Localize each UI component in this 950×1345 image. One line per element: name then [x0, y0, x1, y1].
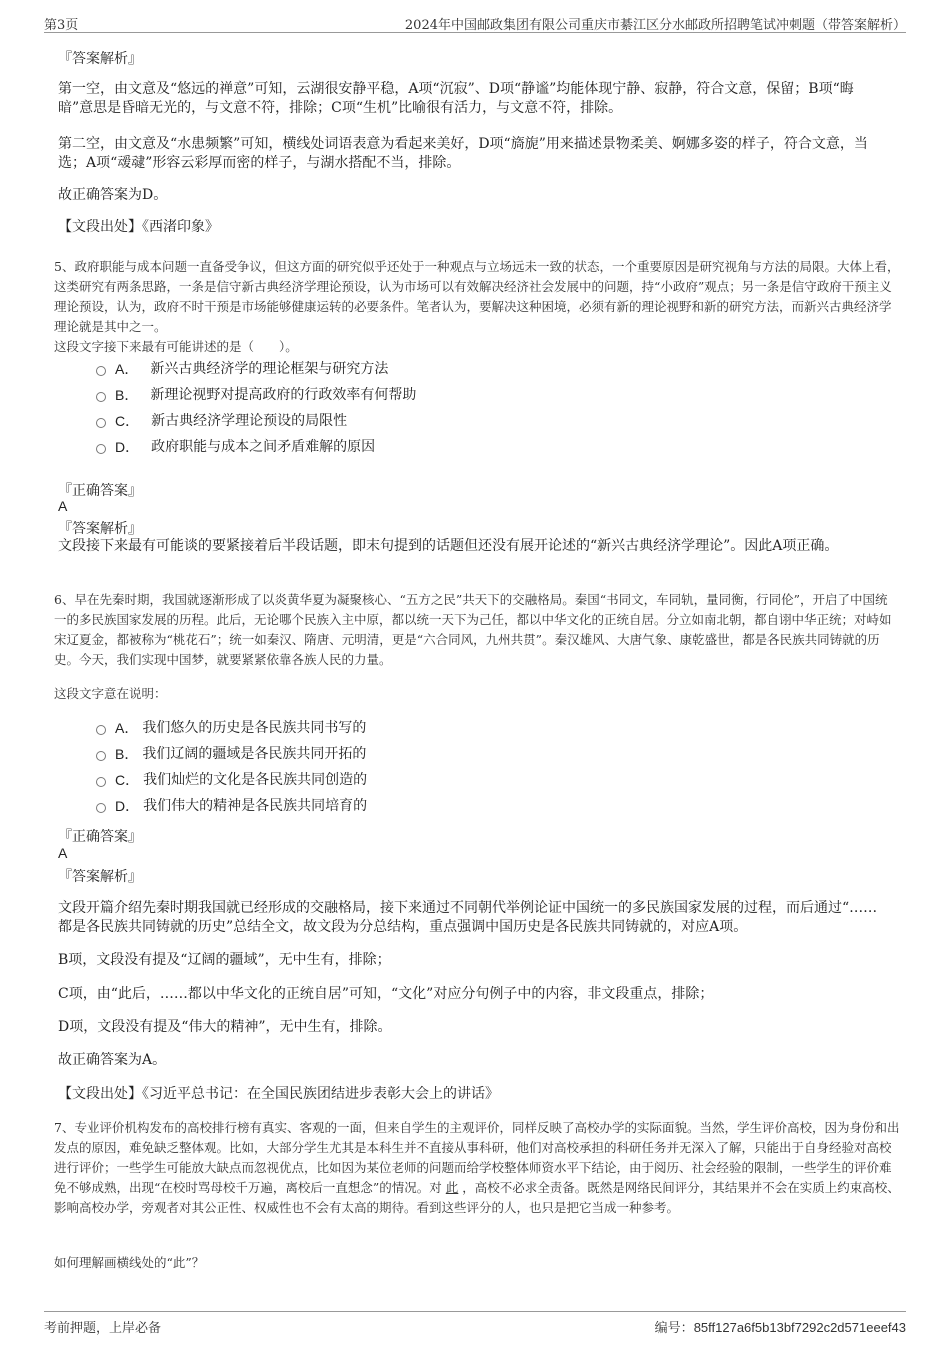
option-text: 政府职能与成本之间矛盾难解的原因 — [151, 439, 376, 455]
analysis-conclusion: 故正确答案为D。 — [58, 187, 168, 203]
analysis-label: 『答案解析』 — [58, 521, 142, 537]
radio-button[interactable] — [96, 725, 106, 735]
document-code: 编号：85ff127a6f5b13bf7292c2d571eeef43 — [654, 1320, 906, 1335]
option-b[interactable]: B． 我们辽阔的疆域是各民族共同开拓的 — [96, 744, 366, 764]
source-citation: 【文段出处】《习近平总书记：在全国民族团结进步表彰大会上的讲话》 — [58, 1086, 499, 1102]
option-d[interactable]: D． 我们伟大的精神是各民族共同培育的 — [96, 796, 367, 816]
radio-button[interactable] — [96, 751, 106, 761]
option-text: 我们悠久的历史是各民族共同书写的 — [142, 720, 367, 736]
radio-button[interactable] — [96, 803, 106, 813]
analysis-paragraph: D项，文段没有提及“伟大的精神”，无中生有，排除。 — [58, 1019, 392, 1035]
option-text: 新古典经济学理论预设的局限性 — [151, 413, 348, 429]
radio-button[interactable] — [96, 392, 106, 402]
correct-answer: A — [58, 498, 68, 514]
correct-answer-label: 『正确答案』 — [58, 483, 142, 499]
option-text: 我们伟大的精神是各民族共同培育的 — [143, 798, 368, 814]
question-6-prompt: 这段文字意在说明： — [54, 686, 167, 701]
analysis-label: 『答案解析』 — [58, 51, 142, 67]
analysis-paragraph: 文段开篇介绍先秦时期我国就已经形成的交融格局，接下来通过不同朝代举例论证中国统一的多民族国家发展的过程，而后通过“……都是各民族共同铸就的历史”总结全文，故文段为分总结构，重点强调中国历史是各民族共同铸就的，对应A项。 — [58, 900, 878, 935]
question-6-text: 6、早在先秦时期，我国就逐渐形成了以炎黄华夏为凝聚核心、“五方之民”共天下的交融格局。秦国“书同文，车同轨，量同衡，行同伦”，开启了中国统一的多民族国家发展的历程。此后，无论哪个民族入主中原，都以统一天下为己任，都以中华文化的正统自居。分立如南北朝，都自诩中华正统；对峙如宋辽夏金，都被称为“桃花石”；统一如秦汉、隋唐、元明清，更是“六合同风，九州共贯”。秦汉雄风、大唐气象、康乾盛世，都是各民族共同铸就的历史。今天，我们实现中国梦，就要紧紧依靠各族人民的力量。 — [54, 592, 892, 667]
footer-slogan: 考前押题，上岸必备 — [44, 1321, 162, 1336]
radio-button[interactable] — [96, 777, 106, 787]
option-a[interactable]: A． 我们悠久的历史是各民族共同书写的 — [96, 718, 366, 738]
radio-button[interactable] — [96, 418, 106, 428]
page-header — [44, 13, 906, 33]
source-citation: 【文段出处】《西渚印象》 — [58, 219, 219, 235]
question-5-prompt: 这段文字接下来最有可能讲述的是（ ）。 — [54, 339, 298, 354]
option-a[interactable]: A． 新兴古典经济学的理论框架与研究方法 — [96, 359, 388, 379]
option-c[interactable]: C． 我们灿烂的文化是各民族共同创造的 — [96, 770, 367, 790]
analysis-paragraph: 文段接下来最有可能谈的要紧接着后半段话题，即末句提到的话题但还没有展开论述的“新兴古典经济学理论”。因此A项正确。 — [58, 538, 839, 554]
correct-answer-label: 『正确答案』 — [58, 829, 142, 845]
analysis-label: 『答案解析』 — [58, 869, 142, 885]
option-text: 我们辽阔的疆域是各民族共同开拓的 — [142, 746, 367, 762]
option-c[interactable]: C． 新古典经济学理论预设的局限性 — [96, 411, 347, 431]
page-footer — [44, 1311, 906, 1336]
question-5-text: 5、政府职能与成本问题一直备受争议，但这方面的研究似乎还处于一种观点与立场远未一致的状态，一个重要原因是研究视角与方法的局限。大体上看，这类研究有两条思路，一条是信守新古典经济学理论预设，认为市场可以有效解决经济社会发展中的问题，持“小政府”观点；另一条是信守政府干预主义理论预设，认为，政府不时干预是市场能够健康运转的必要条件。笔者认为，要解决这种困境，必须有新的理论视野和新的研究方法，而新兴古典经济学理论就是其中之一。 — [54, 259, 900, 334]
analysis-paragraph: 第一空，由文意及“悠远的禅意”可知，云湖很安静平稳，A项“沉寂”、D项“静谧”均能体现宁静、寂静，符合文意，保留；B项“晦暗”意思是昏暗无光的，与文意不符，排除；C项“生机”比喻很有活力，与文意不符，排除。 — [58, 81, 854, 116]
radio-button[interactable] — [96, 366, 106, 376]
option-b[interactable]: B． 新理论视野对提高政府的行政效率有何帮助 — [96, 385, 416, 405]
question-7-text: 7、专业评价机构发布的高校排行榜有真实、客观的一面，但来自学生的主观评价，同样反映了高校办学的实际面貌。当然，学生评价高校，因为身份和出发点的原因，难免缺乏整体观。比如，大部分学生尤其是本科生并不直接从事科研，他们对高校承担的科研任务并无深入了解，只能出于自身经验对高校进行评价；一些学生可能放大缺点而忽视优点，比如因为某位老师的问题而给学校整体师资水平下结论，由于阅历、社会经验的限制，一些学生的评价难免不够成熟，出现“在校时骂母校千万遍，离校后一直想念”的情况。对 此 ，高校不必求全责备。既然是网络民间评分，其结果并不会在实质上约束高校、影响高校办学，旁观者对其公正性、权威性也不会有太高的期待。看到这些评分的人，也只是把它当成一种参考。 — [54, 1120, 900, 1215]
option-d[interactable]: D． 政府职能与成本之间矛盾难解的原因 — [96, 437, 375, 457]
question-7-prompt: 如何理解画横线处的“此”？ — [54, 1255, 205, 1270]
analysis-paragraph: C项，由“此后，……都以中华文化的正统自居”可知，“文化”对应分句例子中的内容，非文段重点，排除； — [58, 986, 714, 1002]
analysis-paragraph: B项，文段没有提及“辽阔的疆域”，无中生有，排除； — [58, 952, 391, 968]
option-text: 新理论视野对提高政府的行政效率有何帮助 — [150, 387, 417, 403]
underlined-word: 此 — [445, 1180, 459, 1195]
document-title: 2024年中国邮政集团有限公司重庆市綦江区分水邮政所招聘笔试冲刺题（带答案解析） — [404, 18, 906, 33]
page-number: 第3页 — [44, 18, 79, 33]
correct-answer: A — [58, 845, 68, 861]
option-text: 新兴古典经济学的理论框架与研究方法 — [150, 361, 389, 377]
radio-button[interactable] — [96, 444, 106, 454]
analysis-paragraph: 第二空，由文意及“水患频繁”可知，横线处词语表意为看起来美好，D项“旖旎”用来描述景物柔美、婀娜多姿的样子，符合文意，当选；A项“叆叇”形容云彩厚而密的样子，与湖水搭配不当，排除。 — [58, 136, 868, 171]
option-text: 我们灿烂的文化是各民族共同创造的 — [143, 772, 368, 788]
analysis-conclusion: 故正确答案为A。 — [58, 1052, 167, 1068]
